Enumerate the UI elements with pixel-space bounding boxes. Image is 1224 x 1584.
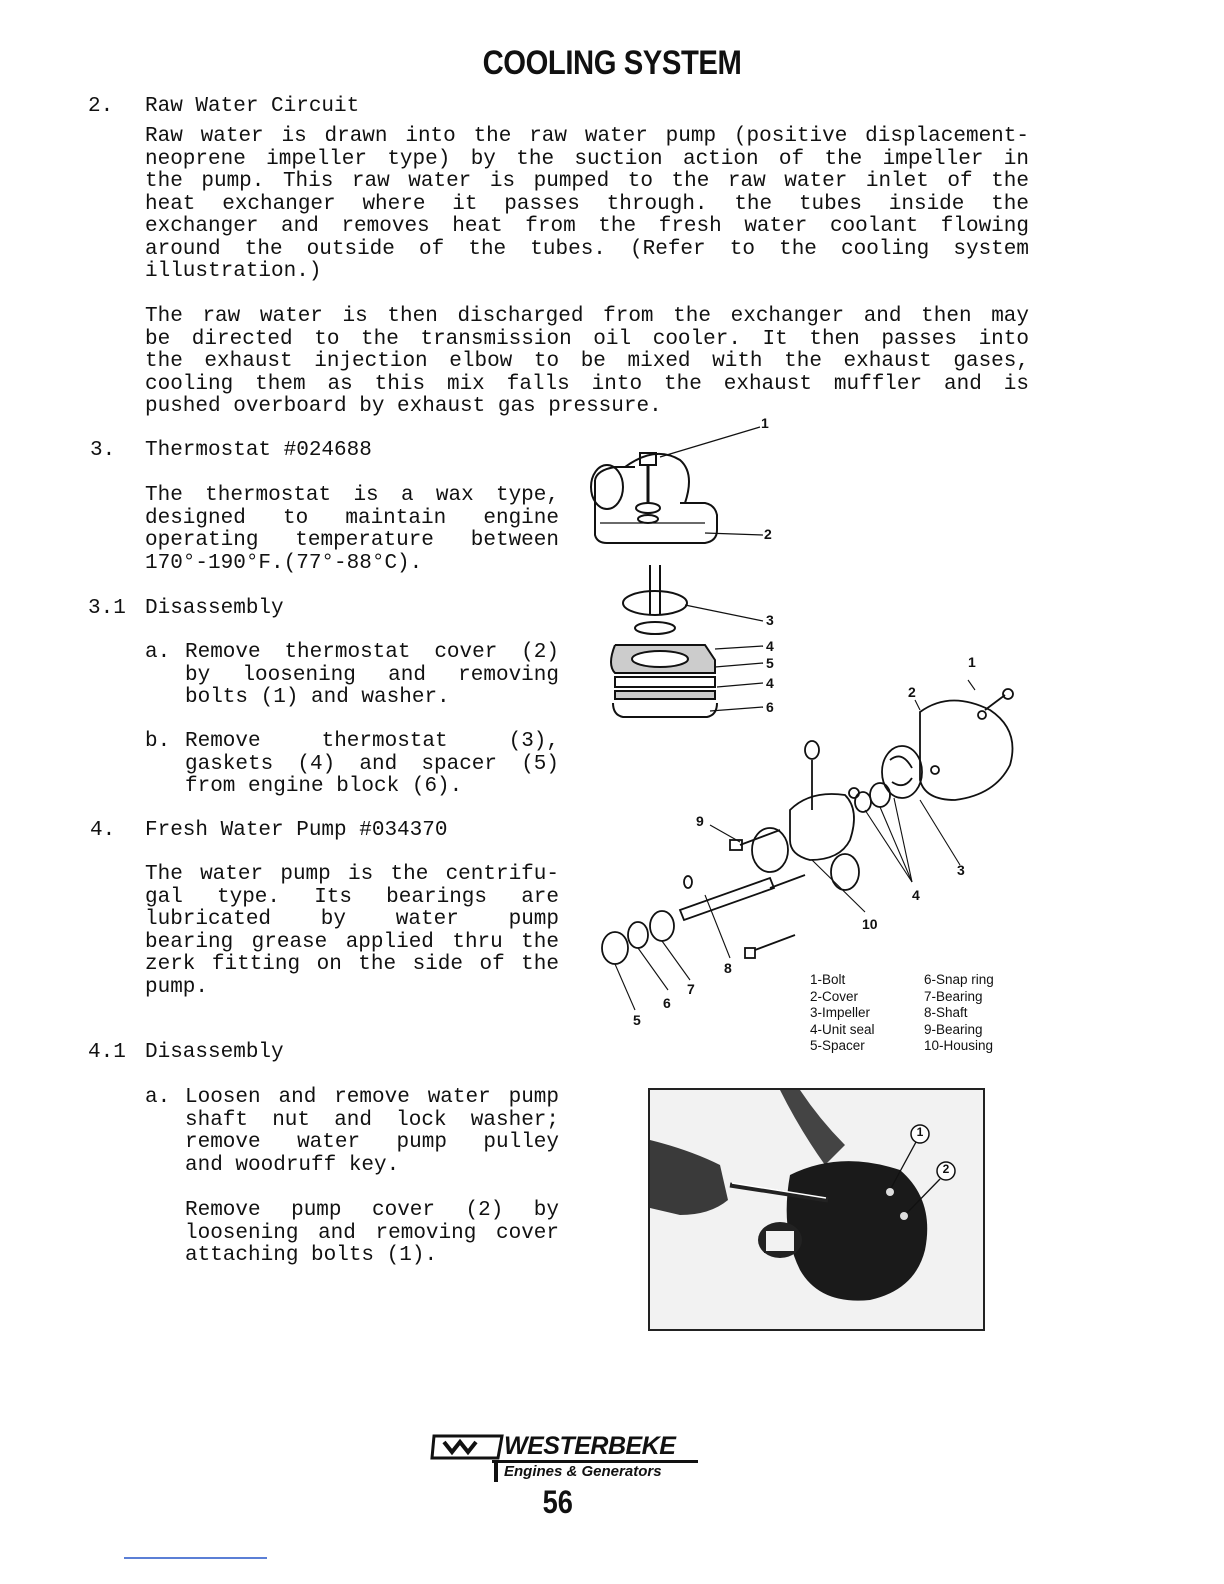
section-3-1-b-letter: b. [145, 730, 171, 753]
pump-callout-2: 2 [908, 684, 916, 700]
photo-callout-1: 1 [916, 1125, 924, 1139]
section-2-heading: Raw Water Circuit [145, 95, 360, 118]
thermostat-callout-1: 1 [761, 415, 769, 431]
logo-stem [494, 1460, 498, 1482]
page-title: COOLING SYSTEM [482, 44, 742, 82]
pump-callout-7: 7 [687, 981, 695, 997]
section-4-1-a-text: Loosen and remove water pump shaft nut and lock washer; remove water pump pulley and woodruff key. [185, 1086, 559, 1177]
section-2-para-1: Raw water is drawn into the raw water pump (positive displacement- neoprene impeller type) by the suction action of the impeller in the pump. This raw water is pumped to the raw water inlet of the heat exchanger where it passes through. the tubes inside the exchanger and removes heat from the fresh water coolant flowing around the outside of the tubes. (Refer to the cooling system illustration.) [145, 125, 1029, 283]
pump-callout-3: 3 [957, 862, 965, 878]
thermostat-callout-5: 5 [766, 655, 774, 671]
section-3-1-b-text: Remove thermostat (3), gaskets (4) and spacer (5) from engine block (6). [185, 730, 559, 798]
pump-callout-8: 8 [724, 960, 732, 976]
thermostat-callout-3: 3 [766, 612, 774, 628]
section-3-1-heading: Disassembly [145, 597, 284, 620]
section-4-heading: Fresh Water Pump #034370 [145, 819, 448, 842]
section-4-1-para-2: Remove pump cover (2) by loosening and removing cover attaching bolts (1). [185, 1199, 559, 1267]
page-number: 56 [542, 1484, 573, 1520]
photo-callout-2: 2 [942, 1162, 950, 1176]
section-4-para: The water pump is the centrifu- gal type. Its bearings are lubricated by water pump bearing grease applied thru the zerk fitting on the side of the pump. [145, 863, 559, 999]
section-3-number: 3. [90, 439, 116, 462]
scan-artifact-line [124, 1557, 267, 1559]
section-4-number: 4. [90, 819, 116, 842]
pump-legend-right: 6-Snap ring 7-Bearing 8-Shaft 9-Bearing 10-Housing [924, 972, 994, 1053]
thermostat-callout-2: 2 [764, 526, 772, 542]
thermostat-callout-6: 6 [766, 699, 774, 715]
section-4-1-number: 4.1 [88, 1041, 126, 1064]
pump-callout-6: 6 [663, 995, 671, 1011]
pump-callout-1: 1 [968, 654, 976, 670]
section-3-1-number: 3.1 [88, 597, 126, 620]
pump-cover-photo [648, 1088, 985, 1331]
westerbeke-logo-mark [430, 1432, 506, 1462]
section-3-heading: Thermostat #024688 [145, 439, 372, 462]
section-4-1-heading: Disassembly [145, 1041, 284, 1064]
pump-callout-5: 5 [633, 1012, 641, 1028]
westerbeke-logo [430, 1432, 720, 1488]
section-3-1-a-letter: a. [145, 641, 171, 664]
section-4-1-a-letter: a. [145, 1086, 171, 1109]
pump-legend-left: 1-Bolt 2-Cover 3-Impeller 4-Unit seal 5-Spacer [810, 972, 875, 1053]
logo-tagline: Engines & Generators [504, 1463, 662, 1480]
pump-cover-photo-drawing [650, 1090, 983, 1329]
pump-callout-9: 9 [696, 813, 704, 829]
water-pump-diagram [590, 650, 1030, 1060]
section-3-para: The thermostat is a wax type, designed to maintain engine operating temperature between 170°-190°F.(77°-88°C). [145, 484, 559, 575]
section-3-1-a-text: Remove thermostat cover (2) by loosening and removing bolts (1) and washer. [185, 641, 559, 709]
section-2-para-2: The raw water is then discharged from the exchanger and then may be directed to the transmission oil cooler. It then passes into the exhaust injection elbow to be mixed with the exhaust gases, cooling them as this mix falls into the exhaust muffler and is pushed overboard by exhaust gas pressure. [145, 305, 1029, 418]
pump-callout-4: 4 [912, 887, 920, 903]
section-2-number: 2. [88, 95, 114, 118]
thermostat-callout-4b: 4 [766, 675, 774, 691]
thermostat-callout-4: 4 [766, 638, 774, 654]
pump-callout-10: 10 [862, 916, 878, 932]
logo-brand: WESTERBEKE [504, 1432, 676, 1460]
